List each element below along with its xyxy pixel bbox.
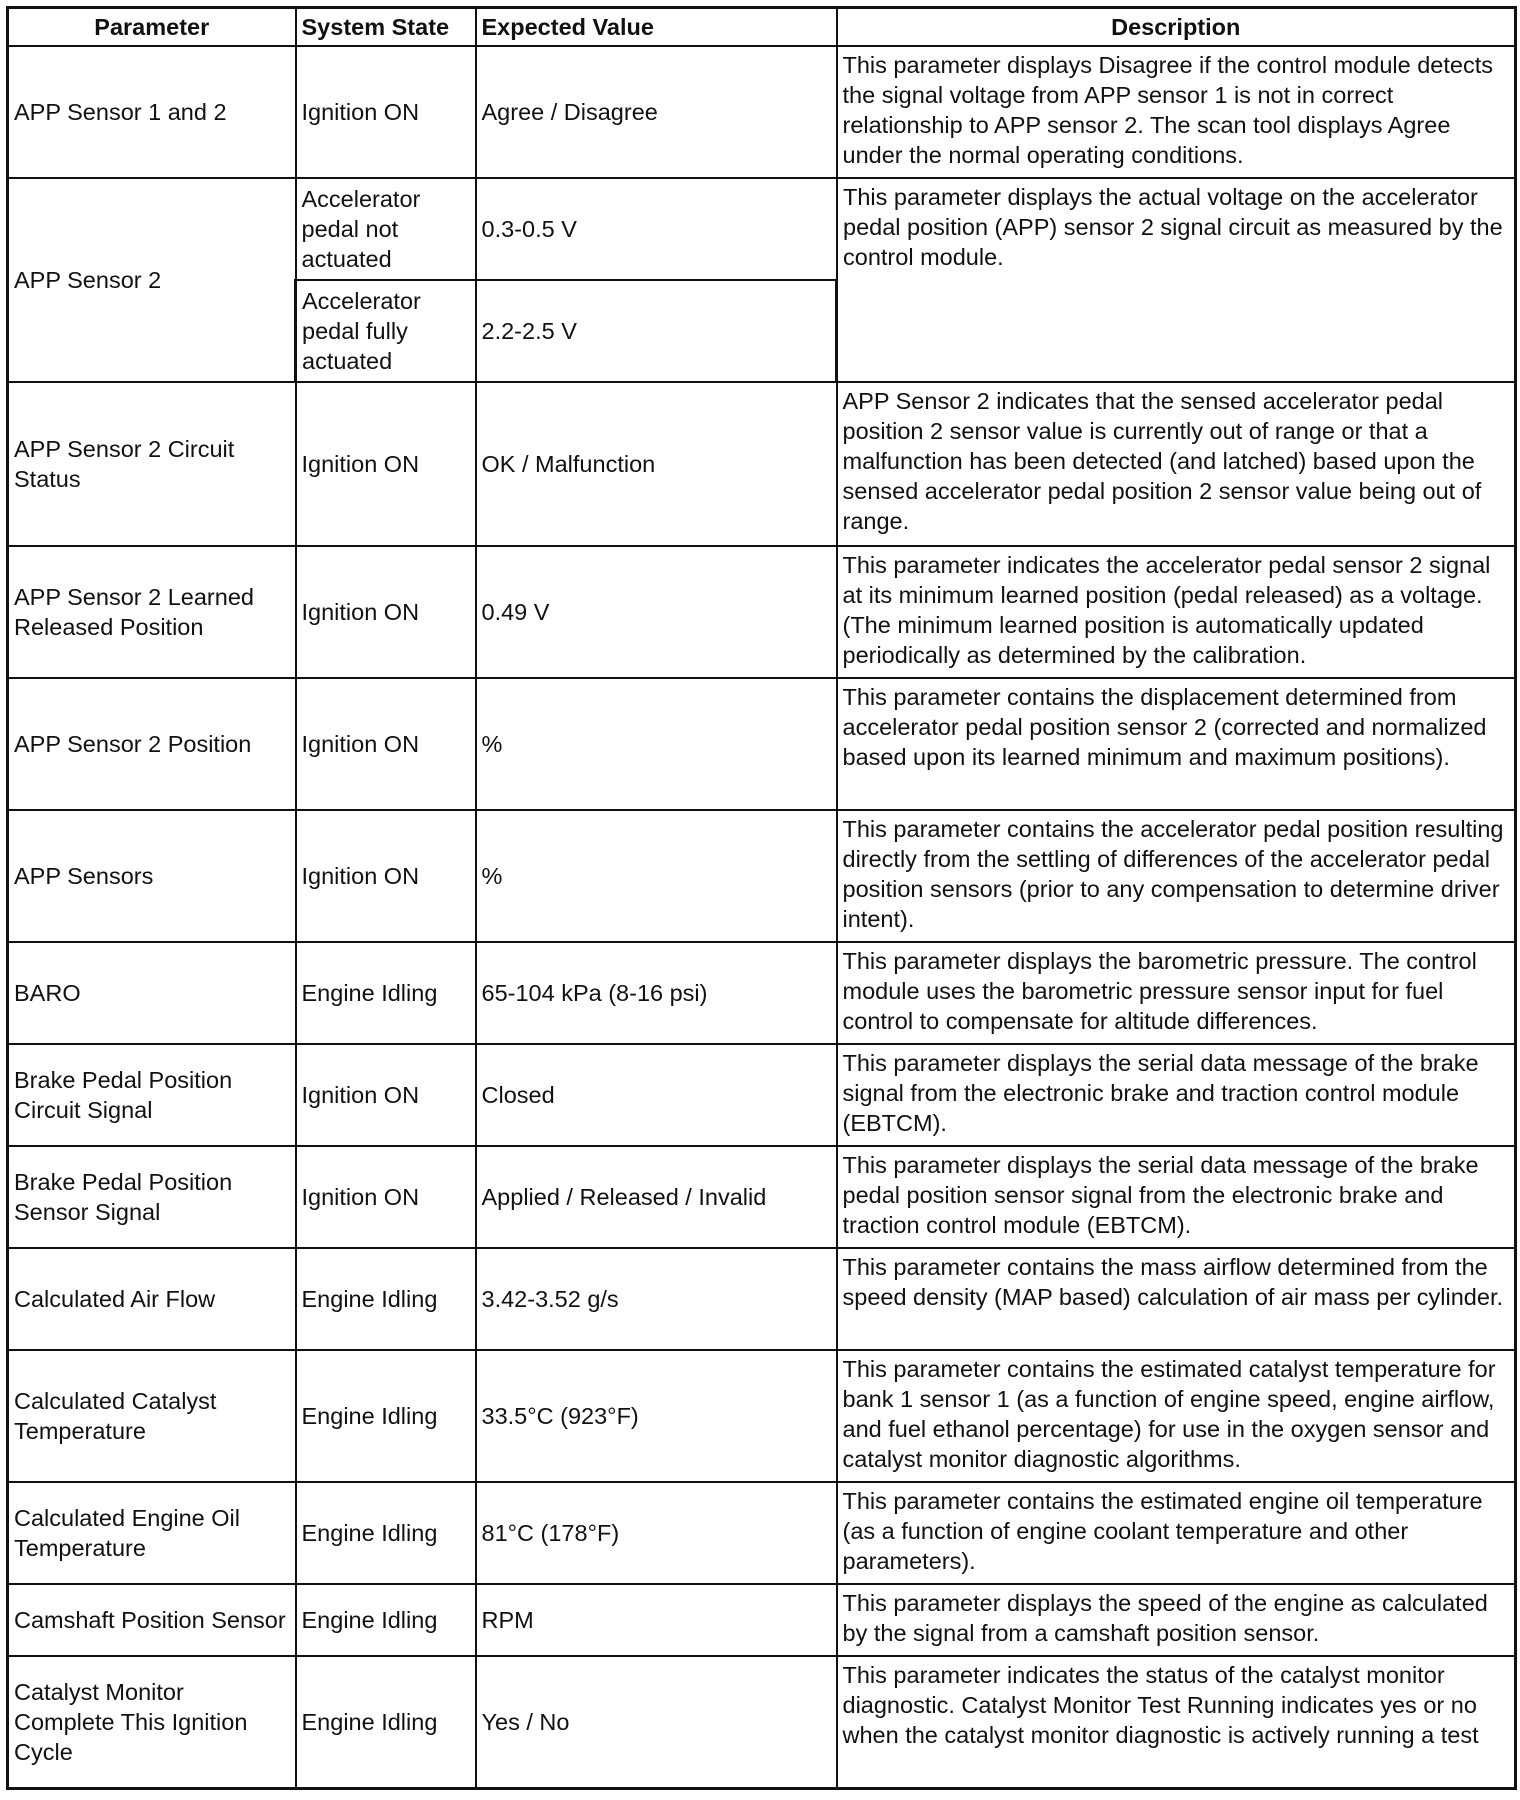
table-row	[8, 810, 1516, 942]
cell-system-state: Engine Idling	[296, 1584, 476, 1656]
cell-expected-value: 3.42-3.52 g/s	[476, 1248, 837, 1350]
cell-description: This parameter displays the serial data message of the brake pedal position sensor signal from the electronic brake and traction control module (EBTCM).	[837, 1146, 1516, 1248]
cell-expected-value: 0.3-0.5 V	[476, 178, 837, 280]
cell-expected-value: Yes / No	[476, 1656, 837, 1788]
cell-parameter: BARO	[8, 942, 296, 1044]
table-row	[8, 178, 1516, 280]
header-parameter: Parameter	[8, 8, 296, 47]
header-row	[8, 8, 1516, 47]
header-description: Description	[837, 8, 1516, 47]
table-row	[8, 46, 1516, 178]
cell-system-state: Engine Idling	[296, 1248, 476, 1350]
cell-description: This parameter contains the estimated catalyst temperature for bank 1 sensor 1 (as a function of engine speed, engine airflow, and fuel ethanol percentage) for use in the oxygen sensor and catalyst monitor diagnostic algorithms.	[837, 1350, 1516, 1482]
cell-system-state: Ignition ON	[296, 678, 476, 810]
cell-system-state: Ignition ON	[296, 46, 476, 178]
cell-parameter: Calculated Engine Oil Temperature	[8, 1482, 296, 1584]
cell-expected-value: Applied / Released / Invalid	[476, 1146, 837, 1248]
cell-system-state: Engine Idling	[296, 1350, 476, 1482]
cell-expected-value: Agree / Disagree	[476, 46, 837, 178]
cell-expected-value: 0.49 V	[476, 546, 837, 678]
header-system-state: System State	[296, 8, 476, 47]
cell-parameter: Brake Pedal Position Circuit Signal	[8, 1044, 296, 1146]
cell-parameter: APP Sensor 2	[8, 178, 296, 382]
cell-parameter: Camshaft Position Sensor	[8, 1584, 296, 1656]
cell-expected-value: 65-104 kPa (8-16 psi)	[476, 942, 837, 1044]
table-row	[8, 678, 1516, 810]
cell-expected-value: %	[476, 810, 837, 942]
cell-description: This parameter displays the barometric pressure. The control module uses the barometric pressure sensor input for fuel control to compensate for altitude differences.	[837, 942, 1516, 1044]
cell-parameter: Calculated Air Flow	[8, 1248, 296, 1350]
cell-expected-value: %	[476, 678, 837, 810]
cell-system-state: Ignition ON	[296, 546, 476, 678]
cell-description: APP Sensor 2 indicates that the sensed accelerator pedal position 2 sensor value is currently out of range or that a malfunction has been detected (and latched) based upon the sensed accelerator pedal position 2 sensor value being out of range.	[837, 382, 1516, 546]
cell-expected-value: OK / Malfunction	[476, 382, 837, 546]
table-row	[8, 942, 1516, 1044]
cell-system-state: Ignition ON	[296, 1146, 476, 1248]
cell-expected-value: 81°C (178°F)	[476, 1482, 837, 1584]
cell-description: This parameter displays the serial data message of the brake signal from the electronic brake and traction control module (EBTCM).	[837, 1044, 1516, 1146]
cell-parameter: APP Sensor 2 Circuit Status	[8, 382, 296, 546]
cell-description: This parameter contains the accelerator pedal position resulting directly from the settling of differences of the accelerator pedal position sensors (prior to any compensation to determine driver intent).	[837, 810, 1516, 942]
cell-system-state: Accelerator pedal fully actuated	[296, 280, 476, 382]
table-row	[8, 1350, 1516, 1482]
cell-system-state: Accelerator pedal not actuated	[296, 178, 476, 280]
header-expected-value: Expected Value	[476, 8, 837, 47]
cell-description: This parameter displays the speed of the engine as calculated by the signal from a camshaft position sensor.	[837, 1584, 1516, 1656]
cell-expected-value: Closed	[476, 1044, 837, 1146]
cell-parameter: APP Sensor 2 Learned Released Position	[8, 546, 296, 678]
cell-system-state: Engine Idling	[296, 1482, 476, 1584]
cell-parameter: Brake Pedal Position Sensor Signal	[8, 1146, 296, 1248]
table-row	[8, 1584, 1516, 1656]
cell-description: This parameter contains the estimated engine oil temperature (as a function of engine coolant temperature and other parameters).	[837, 1482, 1516, 1584]
cell-parameter: APP Sensors	[8, 810, 296, 942]
cell-description: This parameter indicates the accelerator pedal sensor 2 signal at its minimum learned position (pedal released) as a voltage. (The minimum learned position is automatically updated periodically as determined by the calibration.	[837, 546, 1516, 678]
table-row	[8, 1656, 1516, 1788]
table-row	[8, 1044, 1516, 1146]
cell-system-state: Ignition ON	[296, 1044, 476, 1146]
cell-description: This parameter contains the displacement determined from accelerator pedal position sensor 2 (corrected and normalized based upon its learned minimum and maximum positions).	[837, 678, 1516, 810]
cell-system-state: Ignition ON	[296, 382, 476, 546]
cell-description: This parameter contains the mass airflow determined from the speed density (MAP based) calculation of air mass per cylinder.	[837, 1248, 1516, 1350]
cell-description: This parameter displays the actual voltage on the accelerator pedal position (APP) sensor 2 signal circuit as measured by the control module.	[837, 178, 1516, 382]
table-row	[8, 1248, 1516, 1350]
cell-parameter: Catalyst Monitor Complete This Ignition Cycle	[8, 1656, 296, 1788]
cell-description: This parameter indicates the status of the catalyst monitor diagnostic. Catalyst Monitor Test Running indicates yes or no when the catalyst monitor diagnostic is actively running a test	[837, 1656, 1516, 1788]
document-page	[6, 6, 1514, 1790]
cell-expected-value: 33.5°C (923°F)	[476, 1350, 837, 1482]
cell-description: This parameter displays Disagree if the control module detects the signal voltage from APP sensor 1 is not in correct relationship to APP sensor 2. The scan tool displays Agree under the normal operating conditions.	[837, 46, 1516, 178]
cell-parameter: Calculated Catalyst Temperature	[8, 1350, 296, 1482]
parameter-table	[6, 6, 1517, 1790]
table-row	[8, 1146, 1516, 1248]
cell-system-state: Engine Idling	[296, 1656, 476, 1788]
cell-expected-value: 2.2-2.5 V	[476, 280, 837, 382]
cell-system-state: Engine Idling	[296, 942, 476, 1044]
cell-parameter: APP Sensor 2 Position	[8, 678, 296, 810]
table-row	[8, 1482, 1516, 1584]
cell-parameter: APP Sensor 1 and 2	[8, 46, 296, 178]
table-row	[8, 382, 1516, 546]
table-row	[8, 546, 1516, 678]
cell-expected-value: RPM	[476, 1584, 837, 1656]
cell-system-state: Ignition ON	[296, 810, 476, 942]
